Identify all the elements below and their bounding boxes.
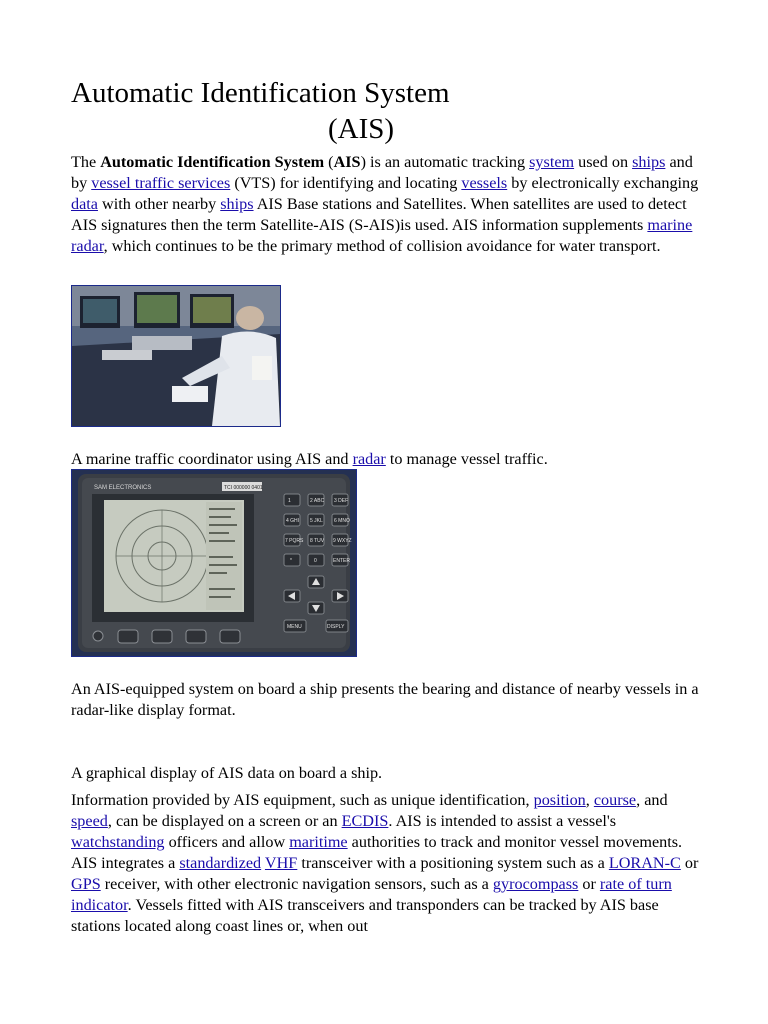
- link-ecdis[interactable]: ECDIS: [341, 812, 389, 830]
- link-maritime[interactable]: maritime: [289, 833, 348, 851]
- link-marine-radar[interactable]: marine radar: [71, 216, 693, 255]
- key-6: 6 MNO: [334, 518, 350, 524]
- intro-paragraph: The Automatic Identification System (AIS) is an automatic tracking system used on ships and by vessel traffic services (VTS) for identifying and locating vessels by electronically exchanging data with other nearby ships AIS Base stations and Satellites. When satellites are used to detect AIS signatures then the term Satellite-AIS (S-AIS)is used. AIS information supplements marine radar, which continues to be the primary method of collision avoidance for water transport.: [71, 153, 699, 255]
- link-data[interactable]: data: [71, 195, 98, 213]
- device-model: TCI 000000 0401: [224, 485, 263, 491]
- link-speed[interactable]: speed: [71, 812, 108, 830]
- page-title-abbr: (AIS): [328, 113, 395, 145]
- link-rate-of-turn-indicator[interactable]: rate of turn indicator: [71, 875, 672, 914]
- key-8: 8 TUV: [310, 538, 325, 544]
- link-system[interactable]: system: [529, 153, 575, 171]
- link-watchstanding[interactable]: watchstanding: [71, 833, 165, 851]
- key-3: 3 DEF: [334, 498, 349, 504]
- key-menu: MENU: [287, 624, 302, 630]
- page-title: Automatic Identification System: [71, 77, 450, 109]
- graphical-display-caption: A graphical display of AIS data on board a ship.: [71, 764, 383, 782]
- key-2: 2 ABC: [310, 498, 325, 504]
- link-standardized[interactable]: standardized: [179, 854, 262, 872]
- key-enter: ENTER: [333, 558, 350, 564]
- link-course[interactable]: course: [593, 791, 637, 809]
- key-star: *: [290, 558, 292, 564]
- link-ships-2[interactable]: ships: [220, 195, 254, 213]
- key-0: 0: [314, 558, 317, 564]
- key-1: 1: [288, 498, 291, 504]
- link-loran-c[interactable]: LORAN-C: [608, 854, 681, 872]
- key-5: 5 JKL: [310, 518, 323, 524]
- body-paragraph: Information provided by AIS equipment, such as unique identification, position, course, and speed, can be displayed on a screen or an ECDIS. AIS is intended to assist a vessel's watchstanding officers and allow maritime authorities to track and monitor vessel movements. AIS integrates a standardized VHF transceiver with a positioning system such as a LORAN-C or GPS receiver, with other electronic navigation sensors, such as a gyrocompass or rate of turn indicator. Vessels fitted with AIS transceivers and transponders can be tracked by AIS base stations located along coast lines or, when out: [71, 791, 699, 935]
- link-position[interactable]: position: [533, 791, 586, 809]
- device-brand: SAM ELECTRONICS: [94, 485, 152, 491]
- link-radar[interactable]: radar: [352, 450, 386, 468]
- key-9: 9 WXYZ: [333, 538, 352, 544]
- link-vessel-traffic-services[interactable]: vessel traffic services: [91, 174, 231, 192]
- link-vessels[interactable]: vessels: [461, 174, 508, 192]
- key-7: 7 PQRS: [285, 538, 304, 544]
- key-4: 4 GHI: [286, 518, 300, 524]
- traffic-coordinator-photo: [71, 285, 281, 427]
- ais-device-photo: [71, 469, 357, 657]
- link-gps[interactable]: GPS: [71, 875, 101, 893]
- link-vhf[interactable]: VHF: [264, 854, 298, 872]
- photo2-caption: An AIS-equipped system on board a ship presents the bearing and distance of nearby vessels in a radar-like display format.: [71, 680, 699, 719]
- key-display: DISPLY: [327, 624, 345, 630]
- link-gyrocompass[interactable]: gyrocompass: [492, 875, 579, 893]
- link-ships[interactable]: ships: [632, 153, 666, 171]
- photo1-caption: A marine traffic coordinator using AIS and radar to manage vessel traffic.: [71, 450, 548, 468]
